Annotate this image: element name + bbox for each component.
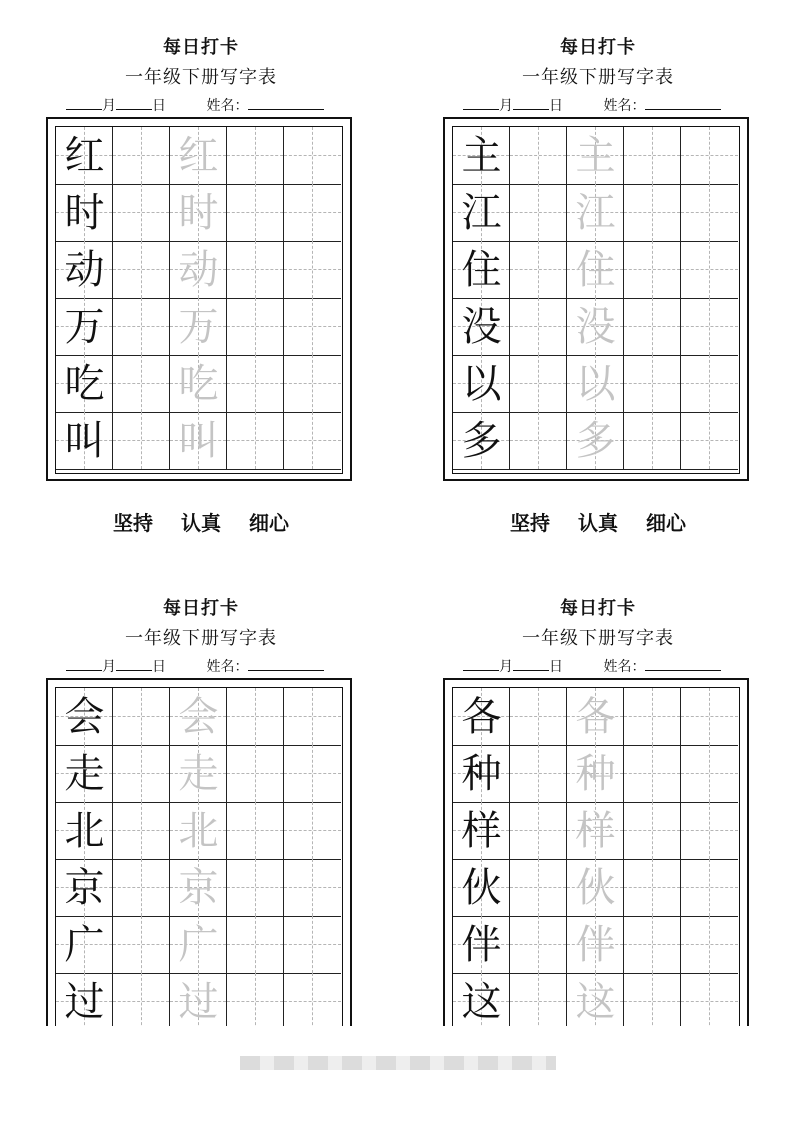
motto-word: 坚持 — [510, 511, 550, 535]
writing-cell[interactable] — [510, 973, 567, 1026]
character-cell — [453, 241, 510, 299]
tianzige-grid — [452, 126, 740, 474]
character-cell — [453, 688, 510, 746]
writing-cell[interactable] — [284, 241, 341, 299]
writing-cell[interactable] — [510, 859, 567, 917]
character-cell — [567, 745, 624, 803]
writing-cell[interactable] — [227, 802, 284, 860]
writing-cell[interactable] — [113, 298, 170, 356]
character-cell — [567, 973, 624, 1026]
writing-cell[interactable] — [284, 859, 341, 917]
practice-row — [453, 916, 738, 974]
practice-card-2 — [443, 33, 753, 533]
writing-cell[interactable] — [681, 184, 738, 242]
writing-cell[interactable] — [681, 916, 738, 974]
character-cell — [453, 298, 510, 356]
date-name-line — [66, 656, 324, 676]
writing-cell[interactable] — [113, 241, 170, 299]
character-cell — [170, 184, 227, 242]
practice-row — [56, 973, 341, 1026]
character-cell — [56, 745, 113, 803]
practice-frame — [443, 678, 749, 1026]
writing-cell[interactable] — [284, 802, 341, 860]
writing-cell[interactable] — [681, 973, 738, 1026]
tianzige-grid — [55, 126, 343, 474]
writing-cell[interactable] — [624, 127, 681, 185]
writing-cell[interactable] — [624, 688, 681, 746]
trace-character: 以 — [575, 361, 616, 407]
day-blank[interactable] — [513, 95, 549, 110]
writing-cell[interactable] — [510, 745, 567, 803]
trace-character: 动 — [178, 247, 219, 293]
date-name-line — [463, 95, 721, 115]
practice-row — [453, 745, 738, 803]
writing-cell[interactable] — [510, 184, 567, 242]
character-cell — [170, 973, 227, 1026]
character-cell — [170, 916, 227, 974]
practice-row — [56, 298, 341, 356]
writing-cell[interactable] — [284, 688, 341, 746]
writing-cell[interactable] — [624, 241, 681, 299]
practice-card-4 — [443, 594, 753, 1026]
character-cell — [170, 412, 227, 470]
name-label: 姓名： — [206, 98, 249, 114]
trace-character: 北 — [178, 808, 219, 854]
writing-cell[interactable] — [113, 127, 170, 185]
practice-row — [453, 184, 738, 242]
motto-word: 认真 — [578, 511, 618, 535]
trace-character: 伴 — [575, 922, 616, 968]
writing-cell[interactable] — [510, 241, 567, 299]
model-character: 北 — [64, 808, 105, 854]
writing-cell[interactable] — [510, 916, 567, 974]
writing-cell[interactable] — [510, 688, 567, 746]
month-label: 月 — [499, 98, 513, 114]
character-cell — [170, 688, 227, 746]
trace-character: 会 — [178, 694, 219, 740]
trace-character: 叫 — [178, 418, 219, 464]
practice-row — [56, 802, 341, 860]
writing-cell[interactable] — [510, 355, 567, 413]
month-blank[interactable] — [463, 95, 499, 110]
trace-character: 样 — [575, 808, 616, 854]
writing-cell[interactable] — [681, 355, 738, 413]
practice-frame — [46, 117, 352, 481]
writing-cell[interactable] — [681, 859, 738, 917]
name-label: 姓名： — [603, 659, 646, 675]
model-character: 叫 — [64, 418, 105, 464]
writing-cell[interactable] — [624, 859, 681, 917]
writing-cell[interactable] — [624, 802, 681, 860]
tianzige-grid — [452, 687, 740, 1026]
writing-cell[interactable] — [284, 127, 341, 185]
practice-row — [56, 859, 341, 917]
model-character: 这 — [461, 979, 502, 1025]
practice-row — [453, 802, 738, 860]
writing-cell[interactable] — [113, 802, 170, 860]
trace-character: 伙 — [575, 865, 616, 911]
writing-cell[interactable] — [227, 412, 284, 470]
month-blank[interactable] — [463, 656, 499, 671]
trace-character: 时 — [178, 190, 219, 236]
writing-cell[interactable] — [284, 355, 341, 413]
writing-cell[interactable] — [113, 859, 170, 917]
practice-row — [453, 973, 738, 1026]
practice-frame — [46, 678, 352, 1026]
writing-cell[interactable] — [113, 184, 170, 242]
model-character: 江 — [461, 190, 502, 236]
month-label: 月 — [102, 98, 116, 114]
motto — [443, 507, 753, 536]
trace-character: 种 — [575, 751, 616, 797]
trace-character: 江 — [575, 190, 616, 236]
model-character: 主 — [461, 133, 502, 179]
model-character: 伴 — [461, 922, 502, 968]
writing-cell[interactable] — [227, 184, 284, 242]
writing-cell[interactable] — [227, 298, 284, 356]
model-character: 样 — [461, 808, 502, 854]
practice-row — [453, 688, 738, 746]
writing-cell[interactable] — [227, 241, 284, 299]
model-character: 过 — [64, 979, 105, 1025]
model-character: 红 — [64, 133, 105, 179]
practice-row — [56, 184, 341, 242]
name-blank[interactable] — [645, 656, 721, 671]
trace-character: 住 — [575, 247, 616, 293]
character-cell — [56, 859, 113, 917]
card-title: 每日打卡 — [560, 598, 636, 619]
writing-cell[interactable] — [624, 184, 681, 242]
practice-frame — [443, 117, 749, 481]
day-label: 日 — [549, 659, 563, 675]
name-label: 姓名： — [206, 659, 249, 675]
motto-word: 坚持 — [113, 511, 153, 535]
practice-row — [56, 412, 341, 470]
character-cell — [453, 916, 510, 974]
writing-cell[interactable] — [681, 745, 738, 803]
month-blank[interactable] — [66, 95, 102, 110]
motto-word: 细心 — [249, 511, 289, 535]
trace-character: 主 — [575, 133, 616, 179]
day-blank[interactable] — [116, 656, 152, 671]
trace-character: 这 — [575, 979, 616, 1025]
writing-cell[interactable] — [113, 916, 170, 974]
character-cell — [56, 916, 113, 974]
writing-cell[interactable] — [113, 973, 170, 1026]
writing-cell[interactable] — [681, 298, 738, 356]
card-subtitle: 一年级下册写字表 — [125, 628, 277, 649]
model-character: 没 — [461, 304, 502, 350]
day-blank[interactable] — [116, 95, 152, 110]
model-character: 多 — [461, 418, 502, 464]
practice-row — [453, 298, 738, 356]
model-character: 以 — [461, 361, 502, 407]
practice-card-1 — [46, 33, 356, 533]
writing-cell[interactable] — [284, 973, 341, 1026]
model-character: 伙 — [461, 865, 502, 911]
month-blank[interactable] — [66, 656, 102, 671]
writing-cell[interactable] — [113, 745, 170, 803]
practice-row — [56, 241, 341, 299]
character-cell — [567, 859, 624, 917]
character-cell — [170, 802, 227, 860]
trace-character: 万 — [178, 304, 219, 350]
character-cell — [567, 802, 624, 860]
writing-cell[interactable] — [227, 688, 284, 746]
trace-character: 没 — [575, 304, 616, 350]
practice-row — [56, 745, 341, 803]
practice-card-3 — [46, 594, 356, 1026]
model-character: 京 — [64, 865, 105, 911]
model-character: 住 — [461, 247, 502, 293]
character-cell — [56, 802, 113, 860]
writing-cell[interactable] — [510, 412, 567, 470]
date-name-line — [463, 656, 721, 676]
writing-cell[interactable] — [113, 355, 170, 413]
character-cell — [567, 241, 624, 299]
writing-cell[interactable] — [284, 412, 341, 470]
writing-cell[interactable] — [624, 355, 681, 413]
writing-cell[interactable] — [510, 127, 567, 185]
day-label: 日 — [152, 98, 166, 114]
practice-row — [56, 355, 341, 413]
character-cell — [170, 127, 227, 185]
character-cell — [56, 355, 113, 413]
character-cell — [170, 298, 227, 356]
writing-cell[interactable] — [227, 859, 284, 917]
character-cell — [567, 916, 624, 974]
character-cell — [56, 298, 113, 356]
character-cell — [56, 973, 113, 1026]
character-cell — [453, 184, 510, 242]
practice-row — [56, 916, 341, 974]
character-cell — [567, 355, 624, 413]
practice-row — [453, 859, 738, 917]
character-cell — [56, 412, 113, 470]
character-cell — [567, 412, 624, 470]
writing-cell[interactable] — [681, 241, 738, 299]
character-cell — [567, 127, 624, 185]
trace-character: 吃 — [178, 361, 219, 407]
trace-character: 走 — [178, 751, 219, 797]
day-label: 日 — [549, 98, 563, 114]
name-blank[interactable] — [645, 95, 721, 110]
name-label: 姓名： — [603, 98, 646, 114]
character-cell — [170, 355, 227, 413]
writing-cell[interactable] — [284, 298, 341, 356]
writing-cell[interactable] — [227, 973, 284, 1026]
character-cell — [56, 184, 113, 242]
practice-row — [56, 688, 341, 746]
model-character: 各 — [461, 694, 502, 740]
writing-cell[interactable] — [510, 802, 567, 860]
month-label: 月 — [102, 659, 116, 675]
writing-cell[interactable] — [624, 298, 681, 356]
writing-cell[interactable] — [113, 688, 170, 746]
trace-character: 广 — [178, 922, 219, 968]
card-title: 每日打卡 — [560, 37, 636, 58]
character-cell — [453, 127, 510, 185]
motto — [46, 507, 356, 536]
writing-cell[interactable] — [681, 802, 738, 860]
writing-cell[interactable] — [624, 412, 681, 470]
writing-cell[interactable] — [284, 184, 341, 242]
practice-row — [453, 412, 738, 470]
character-cell — [453, 355, 510, 413]
trace-character: 红 — [178, 133, 219, 179]
character-cell — [567, 688, 624, 746]
writing-cell[interactable] — [624, 745, 681, 803]
character-cell — [170, 241, 227, 299]
name-blank[interactable] — [248, 656, 324, 671]
card-subtitle: 一年级下册写字表 — [522, 67, 674, 88]
tianzige-grid — [55, 687, 343, 1026]
writing-cell[interactable] — [284, 745, 341, 803]
character-cell — [56, 688, 113, 746]
motto-word: 认真 — [181, 511, 221, 535]
practice-row — [56, 127, 341, 185]
day-label: 日 — [152, 659, 166, 675]
practice-row — [453, 355, 738, 413]
card-title: 每日打卡 — [163, 598, 239, 619]
writing-cell[interactable] — [227, 745, 284, 803]
character-cell — [567, 184, 624, 242]
model-character: 万 — [64, 304, 105, 350]
character-cell — [56, 127, 113, 185]
writing-cell[interactable] — [284, 916, 341, 974]
model-character: 动 — [64, 247, 105, 293]
writing-cell[interactable] — [113, 412, 170, 470]
character-cell — [170, 859, 227, 917]
writing-cell[interactable] — [510, 298, 567, 356]
model-character: 会 — [64, 694, 105, 740]
writing-cell[interactable] — [227, 355, 284, 413]
motto-word: 细心 — [646, 511, 686, 535]
model-character: 广 — [64, 922, 105, 968]
practice-row — [453, 127, 738, 185]
character-cell — [453, 802, 510, 860]
day-blank[interactable] — [513, 656, 549, 671]
writing-cell[interactable] — [681, 412, 738, 470]
model-character: 时 — [64, 190, 105, 236]
model-character: 走 — [64, 751, 105, 797]
model-character: 种 — [461, 751, 502, 797]
writing-cell[interactable] — [681, 688, 738, 746]
writing-cell[interactable] — [681, 127, 738, 185]
trace-character: 过 — [178, 979, 219, 1025]
card-subtitle: 一年级下册写字表 — [522, 628, 674, 649]
character-cell — [56, 241, 113, 299]
character-cell — [567, 298, 624, 356]
writing-cell[interactable] — [227, 127, 284, 185]
character-cell — [453, 973, 510, 1026]
practice-row — [453, 241, 738, 299]
writing-cell[interactable] — [624, 973, 681, 1026]
card-subtitle: 一年级下册写字表 — [125, 67, 277, 88]
trace-character: 多 — [575, 418, 616, 464]
character-cell — [453, 412, 510, 470]
blurred-watermark — [240, 1056, 556, 1070]
date-name-line — [66, 95, 324, 115]
character-cell — [170, 745, 227, 803]
model-character: 吃 — [64, 361, 105, 407]
character-cell — [453, 859, 510, 917]
trace-character: 各 — [575, 694, 616, 740]
character-cell — [453, 745, 510, 803]
writing-cell[interactable] — [227, 916, 284, 974]
trace-character: 京 — [178, 865, 219, 911]
card-title: 每日打卡 — [163, 37, 239, 58]
month-label: 月 — [499, 659, 513, 675]
writing-cell[interactable] — [624, 916, 681, 974]
name-blank[interactable] — [248, 95, 324, 110]
